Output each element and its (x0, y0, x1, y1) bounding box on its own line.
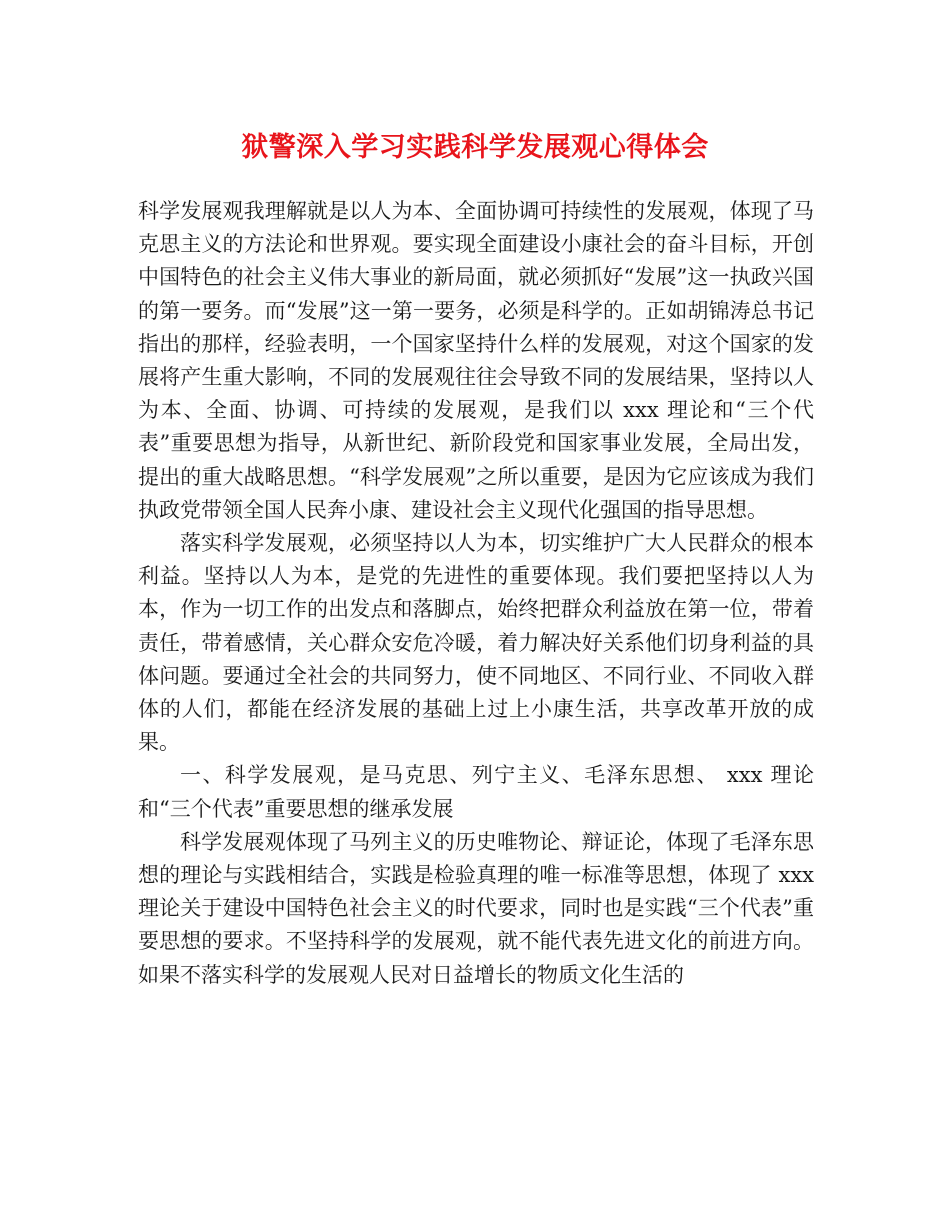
paragraph-1: 科学发展观我理解就是以人为本、全面协调可持续性的发展观，体现了马克思主义的方法论和世界观。要实现全面建设小康社会的奋斗目标，开创中国特色的社会主义伟大事业的新局面，就必须抓好“发展”这一执政兴国的第一要务。而“发展”这一第一要务，必须是科学的。正如胡锦涛总书记指出的那样，经验表明，一个国家坚持什么样的发展观，对这个国家的发展将产生重大影响，不同的发展观往往会导致不同的发展结果，坚持以人为本、全面、协调、可持续的发展观，是我们以 xxx 理论和“三个代表”重要思想为指导，从新世纪、新阶段党和国家事业发展，全局出发，提出的重大战略思想。“科学发展观”之所以重要，是因为它应该成为我们执政党带领全国人民奔小康、建设社会主义现代化强国的指导思想。 (138, 199, 814, 522)
paragraph-3: 科学发展观体现了马列主义的历史唯物论、辩证论，体现了毛泽东思想的理论与实践相结合，实践是检验真理的唯一标准等思想，体现了 xxx 理论关于建设中国特色社会主义的时代要求，同时也是实践“三个代表”重要思想的要求。不坚持科学的发展观，就不能代表先进文化的前进方向。如果不落实科学的发展观人民对日益增长的物质文化生活的 (138, 829, 814, 987)
section-heading-1: 一、科学发展观，是马克思、列宁主义、毛泽东思想、 xxx 理论和“三个代表”重要思想的继承发展 (138, 763, 814, 821)
document-title: 狱警深入学习实践科学发展观心得体会 (241, 132, 709, 163)
paragraph-2: 落实科学发展观，必须坚持以人为本，切实维护广大人民群众的根本利益。坚持以人为本，是党的先进性的重要体现。我们要把坚持以人为本，作为一切工作的出发点和落脚点，始终把群众利益放在第一位，带着责任，带着感情，关心群众安危冷暖，着力解决好关系他们切身利益的具体问题。要通过全社会的共同努力，使不同地区、不同行业、不同收入群体的人们，都能在经济发展的基础上过上小康生活，共享改革开放的成果。 (138, 531, 814, 755)
document-body (138, 195, 814, 992)
